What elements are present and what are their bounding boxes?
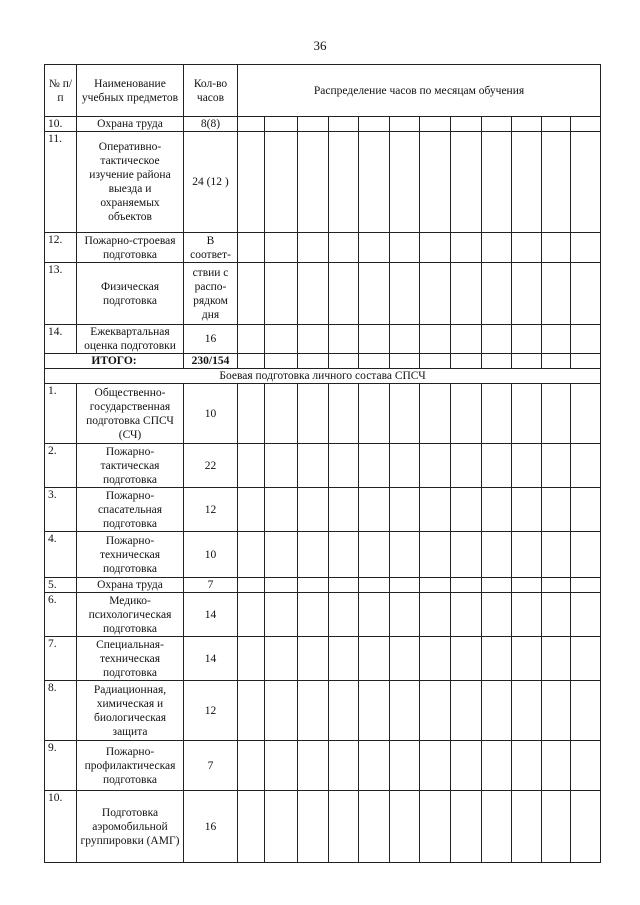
- month-cell: [542, 741, 571, 791]
- month-cell: [571, 578, 601, 593]
- month-cell: [238, 263, 265, 325]
- month-cell: [451, 233, 482, 263]
- month-cell: [265, 233, 298, 263]
- month-cell: [451, 532, 482, 578]
- hours-value: 12: [184, 681, 238, 741]
- subject-name: Охрана труда: [77, 117, 184, 132]
- month-cell: [482, 578, 512, 593]
- table-row: [45, 578, 601, 593]
- month-cell: [542, 578, 571, 593]
- month-cell: [265, 384, 298, 444]
- section-row: [45, 369, 601, 384]
- month-cell: [420, 741, 451, 791]
- month-cell: [329, 325, 359, 354]
- month-cell: [390, 444, 420, 488]
- row-number: 8.: [45, 681, 77, 741]
- table-row: [45, 325, 601, 354]
- month-cell: [238, 741, 265, 791]
- month-cell: [329, 384, 359, 444]
- month-cell: [265, 593, 298, 637]
- month-cell: [512, 132, 542, 233]
- month-cell: [512, 488, 542, 532]
- header-subject: Наименование учебных предметов: [77, 65, 184, 117]
- month-cell: [238, 354, 265, 369]
- month-cell: [359, 791, 390, 863]
- month-cell: [451, 637, 482, 681]
- total-label: ИТОГО:: [45, 354, 184, 369]
- month-cell: [451, 444, 482, 488]
- hours-value: 12: [184, 488, 238, 532]
- month-cell: [571, 233, 601, 263]
- subject-name: Оперативно-тактическое изучение района выезда и охраняемых объектов: [77, 132, 184, 233]
- month-cell: [359, 444, 390, 488]
- month-cell: [329, 593, 359, 637]
- table-row: [45, 384, 601, 444]
- month-cell: [571, 637, 601, 681]
- month-cell: [482, 488, 512, 532]
- month-cell: [329, 132, 359, 233]
- month-cell: [329, 354, 359, 369]
- month-cell: [542, 532, 571, 578]
- month-cell: [238, 637, 265, 681]
- month-cell: [265, 637, 298, 681]
- month-cell: [420, 132, 451, 233]
- month-cell: [571, 132, 601, 233]
- table-row: [45, 593, 601, 637]
- month-cell: [512, 444, 542, 488]
- month-cell: [512, 791, 542, 863]
- month-cell: [390, 263, 420, 325]
- month-cell: [420, 532, 451, 578]
- hours-value: 14: [184, 637, 238, 681]
- hours-value: ствии с распо-рядком дня: [184, 263, 238, 325]
- row-number: 13.: [45, 263, 77, 325]
- row-number: 2.: [45, 444, 77, 488]
- subject-name: Пожарно-профилактическая подготовка: [77, 741, 184, 791]
- month-cell: [482, 791, 512, 863]
- month-cell: [512, 532, 542, 578]
- month-cell: [482, 117, 512, 132]
- month-cell: [265, 354, 298, 369]
- month-cell: [451, 384, 482, 444]
- total-value: 230/154: [184, 354, 238, 369]
- month-cell: [329, 263, 359, 325]
- month-cell: [512, 384, 542, 444]
- month-cell: [482, 681, 512, 741]
- month-cell: [542, 637, 571, 681]
- month-cell: [482, 325, 512, 354]
- month-cell: [298, 593, 329, 637]
- row-number: 7.: [45, 637, 77, 681]
- month-cell: [298, 532, 329, 578]
- month-cell: [238, 117, 265, 132]
- month-cell: [542, 681, 571, 741]
- month-cell: [420, 117, 451, 132]
- hours-value: 14: [184, 593, 238, 637]
- month-cell: [238, 233, 265, 263]
- row-number: 10.: [45, 117, 77, 132]
- month-cell: [451, 791, 482, 863]
- month-cell: [482, 354, 512, 369]
- month-cell: [512, 117, 542, 132]
- month-cell: [571, 384, 601, 444]
- month-cell: [329, 741, 359, 791]
- table-row: [45, 444, 601, 488]
- month-cell: [359, 354, 390, 369]
- month-cell: [238, 532, 265, 578]
- month-cell: [390, 681, 420, 741]
- month-cell: [512, 233, 542, 263]
- month-cell: [390, 791, 420, 863]
- month-cell: [482, 593, 512, 637]
- row-number: 14.: [45, 325, 77, 354]
- table-row: [45, 741, 601, 791]
- month-cell: [265, 132, 298, 233]
- subject-name: Общественно-государственная подготовка СПСЧ (СЧ): [77, 384, 184, 444]
- month-cell: [482, 444, 512, 488]
- month-cell: [298, 578, 329, 593]
- table-row: [45, 681, 601, 741]
- month-cell: [359, 263, 390, 325]
- subject-name: Физическая подготовка: [77, 263, 184, 325]
- month-cell: [512, 354, 542, 369]
- month-cell: [298, 325, 329, 354]
- month-cell: [451, 325, 482, 354]
- month-cell: [420, 578, 451, 593]
- month-cell: [265, 681, 298, 741]
- month-cell: [329, 233, 359, 263]
- month-cell: [359, 117, 390, 132]
- month-cell: [420, 791, 451, 863]
- month-cell: [571, 117, 601, 132]
- table-row: [45, 791, 601, 863]
- month-cell: [359, 488, 390, 532]
- month-cell: [238, 488, 265, 532]
- section-title: Боевая подготовка личного состава СПСЧ: [45, 369, 601, 384]
- month-cell: [298, 681, 329, 741]
- month-cell: [571, 681, 601, 741]
- month-cell: [298, 384, 329, 444]
- month-cell: [265, 532, 298, 578]
- month-cell: [390, 233, 420, 263]
- month-cell: [390, 532, 420, 578]
- table-row: [45, 263, 601, 325]
- hours-value: 22: [184, 444, 238, 488]
- month-cell: [359, 578, 390, 593]
- table-row: [45, 532, 601, 578]
- month-cell: [390, 354, 420, 369]
- month-cell: [238, 384, 265, 444]
- month-cell: [451, 263, 482, 325]
- month-cell: [451, 681, 482, 741]
- month-cell: [542, 117, 571, 132]
- month-cell: [298, 263, 329, 325]
- month-cell: [238, 593, 265, 637]
- month-cell: [420, 488, 451, 532]
- month-cell: [571, 325, 601, 354]
- month-cell: [512, 578, 542, 593]
- header-num: № п/п: [45, 65, 77, 117]
- month-cell: [420, 444, 451, 488]
- month-cell: [265, 791, 298, 863]
- hours-value: 16: [184, 791, 238, 863]
- month-cell: [329, 791, 359, 863]
- month-cell: [390, 132, 420, 233]
- row-number: 5.: [45, 578, 77, 593]
- month-cell: [451, 578, 482, 593]
- subject-name: Подготовка аэромобильной группировки (АМГ): [77, 791, 184, 863]
- month-cell: [298, 637, 329, 681]
- hours-value: 16: [184, 325, 238, 354]
- total-row: [45, 354, 601, 369]
- month-cell: [265, 578, 298, 593]
- month-cell: [512, 325, 542, 354]
- hours-value: В соответ-: [184, 233, 238, 263]
- month-cell: [265, 444, 298, 488]
- month-cell: [265, 488, 298, 532]
- month-cell: [571, 488, 601, 532]
- month-cell: [482, 263, 512, 325]
- month-cell: [451, 741, 482, 791]
- hours-value: 24 (12 ): [184, 132, 238, 233]
- header-distribution: Распределение часов по месяцам обучения: [238, 65, 601, 117]
- hours-value: 8(8): [184, 117, 238, 132]
- table-row: [45, 488, 601, 532]
- month-cell: [542, 325, 571, 354]
- row-number: 6.: [45, 593, 77, 637]
- header-row: [45, 65, 601, 117]
- month-cell: [571, 444, 601, 488]
- hours-value: 10: [184, 384, 238, 444]
- month-cell: [542, 791, 571, 863]
- month-cell: [298, 791, 329, 863]
- month-cell: [359, 233, 390, 263]
- subject-name: Пожарно-техническая подготовка: [77, 532, 184, 578]
- month-cell: [265, 325, 298, 354]
- month-cell: [542, 233, 571, 263]
- month-cell: [265, 117, 298, 132]
- month-cell: [512, 263, 542, 325]
- month-cell: [542, 354, 571, 369]
- hours-value: 7: [184, 578, 238, 593]
- month-cell: [420, 637, 451, 681]
- month-cell: [238, 578, 265, 593]
- hours-value: 10: [184, 532, 238, 578]
- month-cell: [265, 263, 298, 325]
- month-cell: [329, 637, 359, 681]
- subject-name: Ежеквартальная оценка подготовки: [77, 325, 184, 354]
- month-cell: [329, 532, 359, 578]
- month-cell: [238, 791, 265, 863]
- subject-name: Медико-психологическая подготовка: [77, 593, 184, 637]
- month-cell: [482, 637, 512, 681]
- month-cell: [298, 132, 329, 233]
- month-cell: [390, 637, 420, 681]
- month-cell: [571, 593, 601, 637]
- table-row: [45, 233, 601, 263]
- month-cell: [451, 593, 482, 637]
- month-cell: [298, 444, 329, 488]
- month-cell: [482, 532, 512, 578]
- month-cell: [359, 532, 390, 578]
- row-number: 11.: [45, 132, 77, 233]
- month-cell: [238, 325, 265, 354]
- month-cell: [542, 593, 571, 637]
- row-number: 10.: [45, 791, 77, 863]
- table-row: [45, 637, 601, 681]
- month-cell: [359, 637, 390, 681]
- subject-name: Пожарно-строевая подготовка: [77, 233, 184, 263]
- month-cell: [482, 132, 512, 233]
- subject-name: Пожарно-тактическая подготовка: [77, 444, 184, 488]
- table-row: [45, 117, 601, 132]
- month-cell: [451, 117, 482, 132]
- month-cell: [542, 263, 571, 325]
- month-cell: [420, 325, 451, 354]
- month-cell: [420, 233, 451, 263]
- month-cell: [238, 132, 265, 233]
- month-cell: [571, 791, 601, 863]
- month-cell: [420, 384, 451, 444]
- header-hours: Кол-во часов: [184, 65, 238, 117]
- month-cell: [482, 384, 512, 444]
- month-cell: [512, 681, 542, 741]
- month-cell: [390, 578, 420, 593]
- row-number: 12.: [45, 233, 77, 263]
- month-cell: [390, 488, 420, 532]
- month-cell: [329, 444, 359, 488]
- month-cell: [329, 681, 359, 741]
- month-cell: [390, 117, 420, 132]
- month-cell: [482, 741, 512, 791]
- month-cell: [542, 444, 571, 488]
- month-cell: [298, 354, 329, 369]
- month-cell: [420, 354, 451, 369]
- month-cell: [512, 637, 542, 681]
- month-cell: [359, 741, 390, 791]
- subject-name: Охрана труда: [77, 578, 184, 593]
- row-number: 3.: [45, 488, 77, 532]
- month-cell: [542, 384, 571, 444]
- subject-name: Радиационная, химическая и биологическая защита: [77, 681, 184, 741]
- month-cell: [571, 741, 601, 791]
- month-cell: [359, 593, 390, 637]
- month-cell: [571, 354, 601, 369]
- table-row: [45, 132, 601, 233]
- month-cell: [451, 132, 482, 233]
- row-number: 4.: [45, 532, 77, 578]
- subject-name: Специальная-техническая подготовка: [77, 637, 184, 681]
- month-cell: [542, 132, 571, 233]
- month-cell: [359, 681, 390, 741]
- month-cell: [390, 593, 420, 637]
- page-number: 36: [313, 38, 327, 53]
- month-cell: [390, 384, 420, 444]
- month-cell: [451, 354, 482, 369]
- month-cell: [298, 488, 329, 532]
- subject-name: Пожарно-спасательная подготовка: [77, 488, 184, 532]
- month-cell: [451, 488, 482, 532]
- month-cell: [329, 117, 359, 132]
- month-cell: [298, 117, 329, 132]
- month-cell: [238, 444, 265, 488]
- month-cell: [542, 488, 571, 532]
- month-cell: [512, 741, 542, 791]
- training-hours-table: [44, 64, 601, 863]
- month-cell: [265, 741, 298, 791]
- month-cell: [571, 532, 601, 578]
- month-cell: [298, 233, 329, 263]
- month-cell: [359, 384, 390, 444]
- month-cell: [329, 488, 359, 532]
- month-cell: [390, 741, 420, 791]
- month-cell: [329, 578, 359, 593]
- month-cell: [482, 233, 512, 263]
- month-cell: [359, 325, 390, 354]
- row-number: 9.: [45, 741, 77, 791]
- month-cell: [420, 681, 451, 741]
- month-cell: [420, 263, 451, 325]
- month-cell: [238, 681, 265, 741]
- month-cell: [512, 593, 542, 637]
- month-cell: [298, 741, 329, 791]
- month-cell: [390, 325, 420, 354]
- month-cell: [571, 263, 601, 325]
- hours-value: 7: [184, 741, 238, 791]
- row-number: 1.: [45, 384, 77, 444]
- month-cell: [420, 593, 451, 637]
- month-cell: [359, 132, 390, 233]
